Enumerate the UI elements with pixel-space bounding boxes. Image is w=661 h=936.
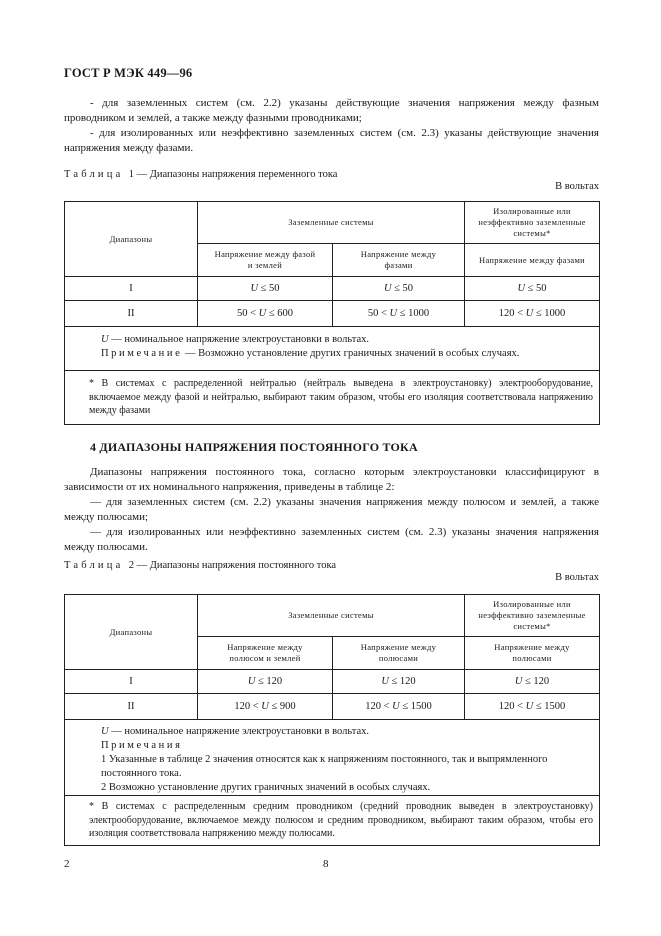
table2-caption-text: 2 — Диапазоны напряжения постоянного тока xyxy=(128,560,337,571)
table1-caption-text: 1 — Диапазоны напряжения переменного тока xyxy=(128,169,338,180)
section4-paragraph-2: — для заземленных систем (см. 2.2) указаны значения напряжения между полюсом и землей, а также между полюсами; xyxy=(64,496,599,523)
table2-units: В вольтах xyxy=(555,572,599,583)
table2-header-grounded: Заземленные системы xyxy=(198,595,465,637)
value-cell: 120 < U ≤ 900 xyxy=(198,694,333,720)
table1-notes xyxy=(65,327,600,371)
value-cell: U ≤ 50 xyxy=(465,277,600,301)
table1-header-grounded: Заземленные системы xyxy=(198,202,465,244)
value-cell: 120 < U ≤ 1500 xyxy=(333,694,465,720)
table2-caption-word: Таблица xyxy=(64,560,124,571)
table2-note-1: 1 Указанные в таблице 2 значения относятся как к напряжениям постоянного, так и выпрямленного постоянного тока. xyxy=(101,754,548,779)
table1-note-u: U — номинальное напряжение электроустановки в вольтах. xyxy=(101,334,370,345)
table2-note-u: U — номинальное напряжение электроустановки в вольтах. xyxy=(101,726,370,737)
table2-caption xyxy=(64,560,336,571)
range-cell: II xyxy=(65,694,198,720)
value-cell: U ≤ 50 xyxy=(198,277,333,301)
table1 xyxy=(64,201,600,425)
table1-subheader-2: Напряжение между фазами xyxy=(333,244,465,277)
section4-paragraph-3: — для изолированных или неэффективно заземленных систем (см. 2.3) указаны значения напряжения между полюсами. xyxy=(64,526,599,553)
table-row xyxy=(65,277,600,301)
document-title: ГОСТ Р МЭК 449—96 xyxy=(64,66,193,80)
table1-header-ranges: Диапазоны xyxy=(65,202,198,277)
intro-paragraph-1: - для заземленных систем (см. 2.2) указаны действующие значения напряжения между фазным проводником и землей, а также между фазными проводниками; xyxy=(64,97,599,124)
range-cell: I xyxy=(65,277,198,301)
section-heading: 4 ДИАПАЗОНЫ НАПРЯЖЕНИЯ ПОСТОЯННОГО ТОКА xyxy=(90,440,418,454)
section4-paragraph-1: Диапазоны напряжения постоянного тока, согласно которым электроустановки классифицируют в зависимости от их номинального напряжения, приведены в таблице 2: xyxy=(64,466,599,493)
table1-caption-word: Таблица xyxy=(64,169,124,180)
table1-header-isolated: Изолированные или неэффективно заземленные системы* xyxy=(465,202,600,244)
table2-footnote: * В системах с распределенным средним проводником (средний проводник выведен в электроустановку) электрооборудование, включаемое между полюсом и средним проводником, выбирают таким образом, чтобы его изоляция соответствовала напряжению между полюсами. xyxy=(65,796,600,846)
table1-subheader-1: Напряжение между фазой и землей xyxy=(198,244,333,277)
table2-subheader-1: Напряжение между полюсом и землей xyxy=(198,637,333,670)
table1-note: Примечание — Возможно установление других граничных значений в особых случаях. xyxy=(101,348,520,359)
value-cell: 50 < U ≤ 1000 xyxy=(333,301,465,327)
page-number-left: 2 xyxy=(64,858,70,870)
table-row xyxy=(65,670,600,694)
intro-paragraph-2: - для изолированных или неэффективно заземленных систем (см. 2.3) указаны действующие значения напряжения между фазами. xyxy=(64,127,599,154)
table1-units: В вольтах xyxy=(555,181,599,192)
table2-notes xyxy=(65,720,600,796)
value-cell: 50 < U ≤ 600 xyxy=(198,301,333,327)
table-row xyxy=(65,301,600,327)
value-cell: 120 < U ≤ 1500 xyxy=(465,694,600,720)
range-cell: I xyxy=(65,670,198,694)
table2 xyxy=(64,594,600,846)
value-cell: U ≤ 50 xyxy=(333,277,465,301)
table2-note-2: 2 Возможно установление других граничных значений в особых случаях. xyxy=(101,782,431,793)
value-cell: U ≤ 120 xyxy=(465,670,600,694)
range-cell: II xyxy=(65,301,198,327)
table2-header-ranges: Диапазоны xyxy=(65,595,198,670)
table1-subheader-3: Напряжение между фазами xyxy=(465,244,600,277)
table1-caption xyxy=(64,169,337,180)
table2-subheader-3: Напряжение между полюсами xyxy=(465,637,600,670)
table-row xyxy=(65,694,600,720)
value-cell: 120 < U ≤ 1000 xyxy=(465,301,600,327)
table1-footnote: * В системах с распределенной нейтралью (нейтраль выведена в электроустановку) электрооборудование, включаемое между фазой и нейтралью, выбирают таким образом, чтобы его изоляция соответствовала напряжению между фазами xyxy=(65,371,600,425)
value-cell: U ≤ 120 xyxy=(333,670,465,694)
table2-notes-label: Примечания xyxy=(101,740,183,751)
page-number-center: 8 xyxy=(323,858,329,870)
table2-subheader-2: Напряжение между полюсами xyxy=(333,637,465,670)
table2-header-isolated: Изолированные или неэффективно заземленные системы* xyxy=(465,595,600,637)
value-cell: U ≤ 120 xyxy=(198,670,333,694)
